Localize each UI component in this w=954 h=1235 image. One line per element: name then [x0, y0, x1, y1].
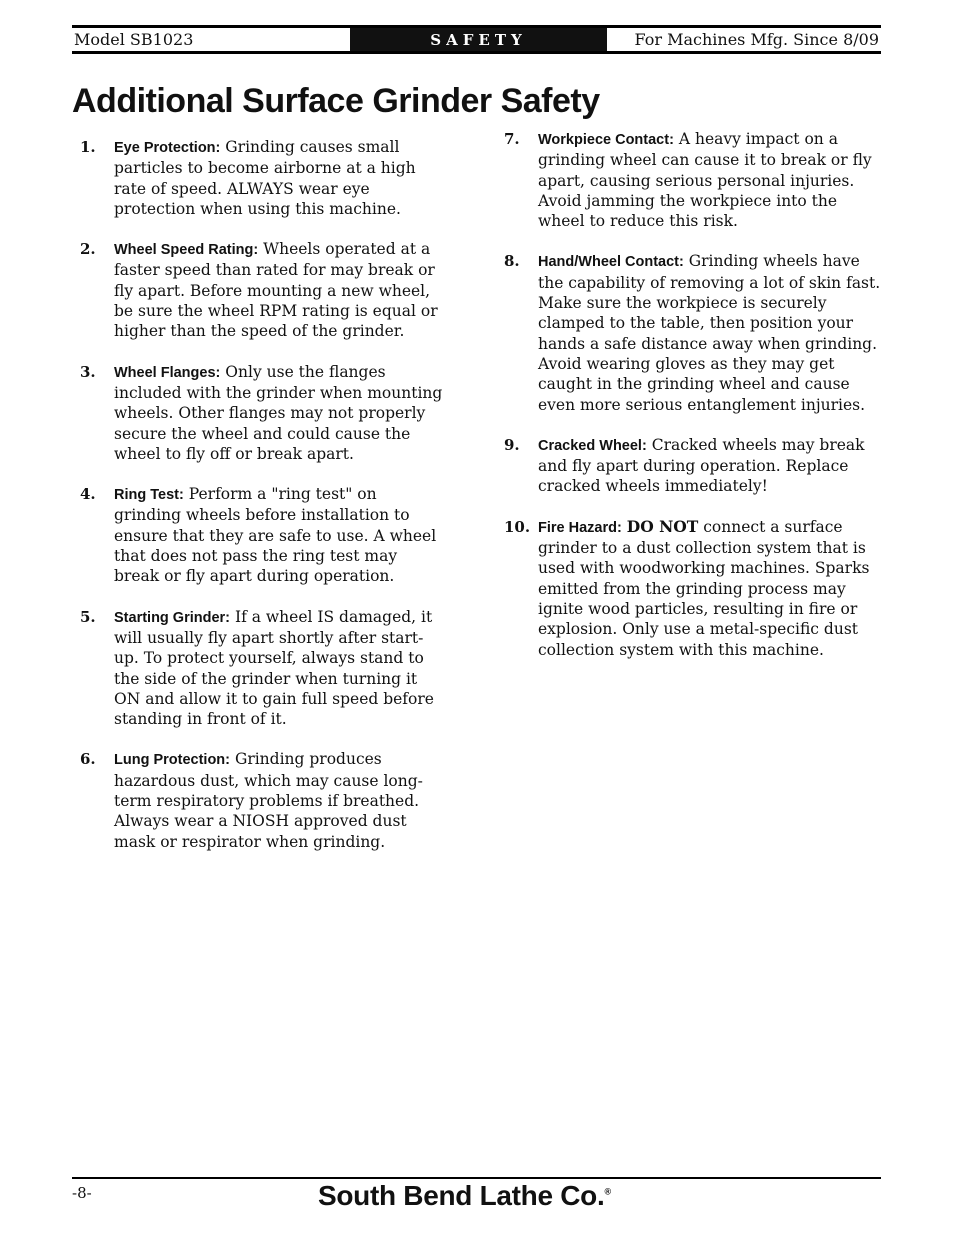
- item-label: Starting Grinder:: [114, 609, 231, 626]
- item-text: Grinding wheels have the capability of removing a lot of skin fast. Make sure the workpiece is securely clamped to the table, then position your hands a safe distance away when grinding. Avoid wearing gloves as they may get caught in the grinding wheel and cause even more serious entanglement injuries.: [538, 252, 881, 414]
- safety-item: [80, 137, 445, 219]
- item-number: 8.: [504, 252, 520, 271]
- registered-mark: ®: [604, 1186, 611, 1197]
- safety-list-left: [80, 137, 445, 872]
- item-number: 6.: [80, 750, 96, 769]
- section-banner: SAFETY: [350, 28, 607, 51]
- item-label: Eye Protection:: [114, 140, 221, 156]
- safety-item: [504, 129, 884, 231]
- item-body: [114, 607, 445, 730]
- item-text: Cracked wheels may break and fly apart during operation. Replace cracked wheels immediately!: [538, 435, 865, 496]
- item-number: 2.: [80, 240, 96, 259]
- safety-item: [80, 484, 445, 586]
- item-emphasis: DO NOT: [626, 516, 699, 536]
- item-label: Fire Hazard:: [538, 519, 622, 536]
- page-number: -8-: [72, 1184, 92, 1202]
- safety-item: [504, 251, 884, 414]
- item-body: [538, 435, 884, 497]
- item-label: Wheel Flanges:: [114, 364, 221, 381]
- safety-item: [504, 435, 884, 497]
- item-text: A heavy impact on a grinding wheel can cause it to break or fly apart, causing serious personal injuries. Avoid jamming the workpiece into the wheel to reduce this risk.: [538, 130, 872, 231]
- brand-name: South Bend Lathe Co.: [318, 1180, 605, 1211]
- item-text: Grinding causes small particles to become airborne at a high rate of speed. ALWAYS wear eye protection when using this machine.: [114, 138, 416, 218]
- item-number: 4.: [80, 485, 96, 504]
- item-number: 10.: [504, 517, 531, 536]
- safety-item: [80, 607, 445, 730]
- model-number: Model SB1023: [74, 30, 194, 49]
- item-text: Only use the flanges included with the grinder when mounting wheels. Other flanges may not properly secure the wheel and could cause the wheel to fly off or break apart.: [114, 362, 443, 463]
- item-body: [114, 239, 445, 341]
- page-title: Additional Surface Grinder Safety: [72, 82, 600, 120]
- safety-item: [80, 239, 445, 341]
- item-text: Grinding produces hazardous dust, which may cause long-term respiratory problems if breathed. Always wear a NIOSH approved dust mask or respirator when grinding.: [114, 750, 423, 851]
- item-label: Cracked Wheel:: [538, 437, 647, 454]
- item-label: Ring Test:: [114, 487, 184, 504]
- item-text: If a wheel IS damaged, it will usually fly apart shortly after start-up. To protect yourself, always stand to the side of the grinder when turning it ON and allow it to gain full speed before standing in front of it.: [114, 607, 434, 729]
- item-body: [114, 362, 445, 464]
- safety-item: [504, 517, 884, 660]
- page-header: [72, 25, 881, 54]
- item-label: Lung Protection:: [114, 752, 230, 769]
- footer-divider: [72, 1177, 881, 1179]
- item-number: 1.: [80, 138, 96, 156]
- item-number: 3.: [80, 362, 96, 381]
- item-label: Workpiece Contact:: [538, 132, 674, 148]
- item-body: [114, 484, 445, 586]
- item-number: 7.: [504, 130, 520, 148]
- item-label: Hand/Wheel Contact:: [538, 254, 684, 271]
- manufacture-date-note: For Machines Mfg. Since 8/09: [634, 30, 879, 49]
- item-body: [538, 129, 884, 231]
- item-text: connect a surface grinder to a dust collection system that is used with woodworking machines. Sparks emitted from the grinding process may ignite wood particles, resulting in fire or explosion. Only use a metal-specific dust collection system with this machine.: [538, 517, 870, 659]
- item-label: Wheel Speed Rating:: [114, 242, 259, 259]
- safety-item: [80, 749, 445, 851]
- item-body: [114, 137, 445, 219]
- safety-item: [80, 362, 445, 464]
- item-body: [538, 251, 884, 414]
- item-text: Wheels operated at a faster speed than rated for may break or fly apart. Before mounting a new wheel, be sure the wheel RPM rating is equal or higher than the speed of the grinder.: [114, 240, 438, 341]
- item-body: [538, 517, 884, 660]
- item-text: Perform a "ring test" on grinding wheels before installation to ensure that they are safe to use. A wheel that does not pass the ring test may break or fly apart during operation.: [114, 485, 437, 586]
- item-body: [114, 749, 445, 851]
- item-number: 5.: [80, 607, 96, 626]
- item-number: 9.: [504, 435, 520, 454]
- safety-list-right: [504, 129, 884, 680]
- brand-logo: [318, 1180, 611, 1212]
